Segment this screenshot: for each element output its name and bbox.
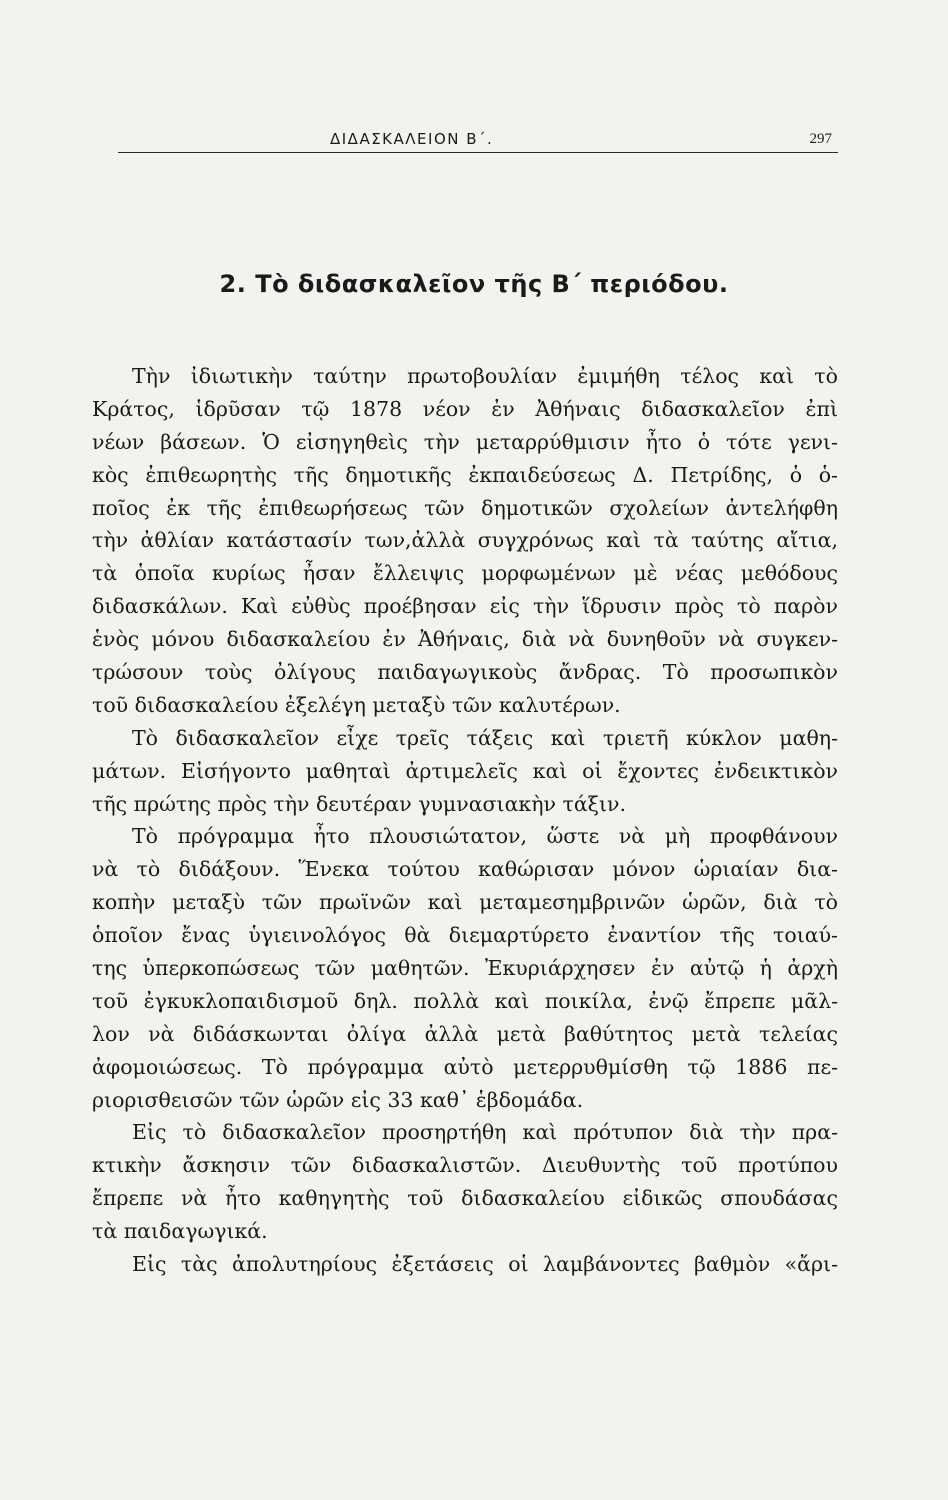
text-line: τοῦ διδασκαλείου ἐξελέγη μεταξὺ τῶν καλυτέρων. <box>92 692 621 717</box>
text-line: τρώσουν τοὺς ὀλίγους παιδαγωγικοὺς ἄνδρας. Τὸ προσωπικὸν <box>92 660 838 685</box>
text-line: Εἰς τὰς ἀπολυτηρίους ἐξετάσεις οἱ λαμβάνοντες βαθμὸν «ἄρι- <box>132 1252 838 1277</box>
text-line: ἔπρεπε νὰ ἦτο καθηγητὴς τοῦ διδασκαλείου εἰδικῶς σπουδάσας <box>92 1186 838 1211</box>
text-line: Εἰς τὸ διδασκαλεῖον προσηρτήθη καὶ πρότυπον διὰ τὴν πρα- <box>132 1120 838 1145</box>
text-line: τοῦ ἐγκυκλοπαιδισμοῦ δηλ. πολλὰ καὶ ποικίλα, ἐνῷ ἔπρεπε μᾶλ- <box>92 988 838 1013</box>
body-text <box>92 360 838 1281</box>
text-line: λον νὰ διδάσκωνται ὀλίγα ἀλλὰ μετὰ βαθύτητος μετὰ τελείας <box>92 1021 838 1046</box>
page-number: 297 <box>809 131 832 147</box>
text-line: ποῖος ἐκ τῆς ἐπιθεωρήσεως τῶν δημοτικῶν σχολείων ἀντελήφθη <box>92 495 838 520</box>
text-line: κοπὴν μεταξὺ τῶν πρωϊνῶν καὶ μεταμεσημβρινῶν ὡρῶν, διὰ τὸ <box>92 890 838 915</box>
text-line: Κράτος, ἱδρῦσαν τῷ 1878 νέον ἐν Ἀθήναις διδασκαλεῖον ἐπὶ <box>92 396 838 421</box>
text-line: Τὸ πρόγραμμα ἦτο πλουσιώτατον, ὥστε νὰ μὴ προφθάνουν <box>132 824 838 849</box>
text-line: κτικὴν ἄσκησιν τῶν διδασκαλιστῶν. Διευθυντὴς τοῦ προτύπου <box>92 1153 838 1178</box>
text-line: ἑνὸς μόνου διδασκαλείου ἐν Ἀθήναις, διὰ νὰ δυνηθοῦν νὰ συγκεν- <box>92 627 838 652</box>
text-line: τὰ ὁποῖα κυρίως ἦσαν ἔλλειψις μορφωμένων μὲ νέας μεθόδους <box>92 561 838 586</box>
text-line: νέων βάσεων. Ὁ εἰσηγηθεὶς τὴν μεταρρύθμισιν ἦτο ὁ τότε γενι- <box>92 429 838 454</box>
section-heading: 2. Τὸ διδασκαλεῖον τῆς Β΄ περιόδου. <box>219 270 729 298</box>
text-line: τὴν ἀθλίαν κατάστασίν των,ἀλλὰ συγχρόνως καὶ τὰ ταύτης αἴτια, <box>92 528 838 553</box>
text-line: διδασκάλων. Καὶ εὐθὺς προέβησαν εἰς τὴν ἵδρυσιν πρὸς τὸ παρὸν <box>92 594 838 619</box>
text-line: Τὸ διδασκαλεῖον εἶχε τρεῖς τάξεις καὶ τριετῆ κύκλον μαθη- <box>132 725 838 750</box>
text-line: της ὑπερκοπώσεως τῶν μαθητῶν. Ἐκυριάρχησεν ἐν αὐτῷ ἡ ἀρχὴ <box>92 956 838 981</box>
text-line: Τὴν ἰδιωτικὴν ταύτην πρωτοβουλίαν ἐμιμήθη τέλος καὶ τὸ <box>132 364 838 388</box>
text-line: τὰ παιδαγωγικά. <box>92 1219 268 1244</box>
text-line: μάτων. Εἰσήγοντο μαθηταὶ ἀρτιμελεῖς καὶ οἱ ἔχοντες ἐνδεικτικὸν <box>92 758 838 783</box>
text-line: τῆς πρώτης πρὸς τὴν δευτέραν γυμνασιακὴν τάξιν. <box>92 791 626 816</box>
text-line: ἀφομοιώσεως. Τὸ πρόγραμμα αὐτὸ μετερρυθμίσθη τῷ 1886 πε- <box>92 1054 838 1079</box>
running-title: ΔΙΔΑΣΚΑΛΕΙΟΝ Β΄. <box>330 130 494 148</box>
text-line: ριορισθεισῶν τῶν ὡρῶν εἰς 33 καθ᾽ ἑβδομάδα. <box>92 1087 584 1112</box>
running-header <box>118 128 838 153</box>
text-line: κὸς ἐπιθεωρητὴς τῆς δημοτικῆς ἐκπαιδεύσεως Δ. Πετρίδης, ὁ ὁ- <box>92 462 838 487</box>
text-line: νὰ τὸ διδάξουν. Ἕνεκα τούτου καθώρισαν μόνον ὡριαίαν δια- <box>92 857 838 882</box>
text-line: ὁποῖον ἔνας ὑγιεινολόγος θὰ διεμαρτύρετο ἐναντίον τῆς τοιαύ- <box>92 923 838 948</box>
